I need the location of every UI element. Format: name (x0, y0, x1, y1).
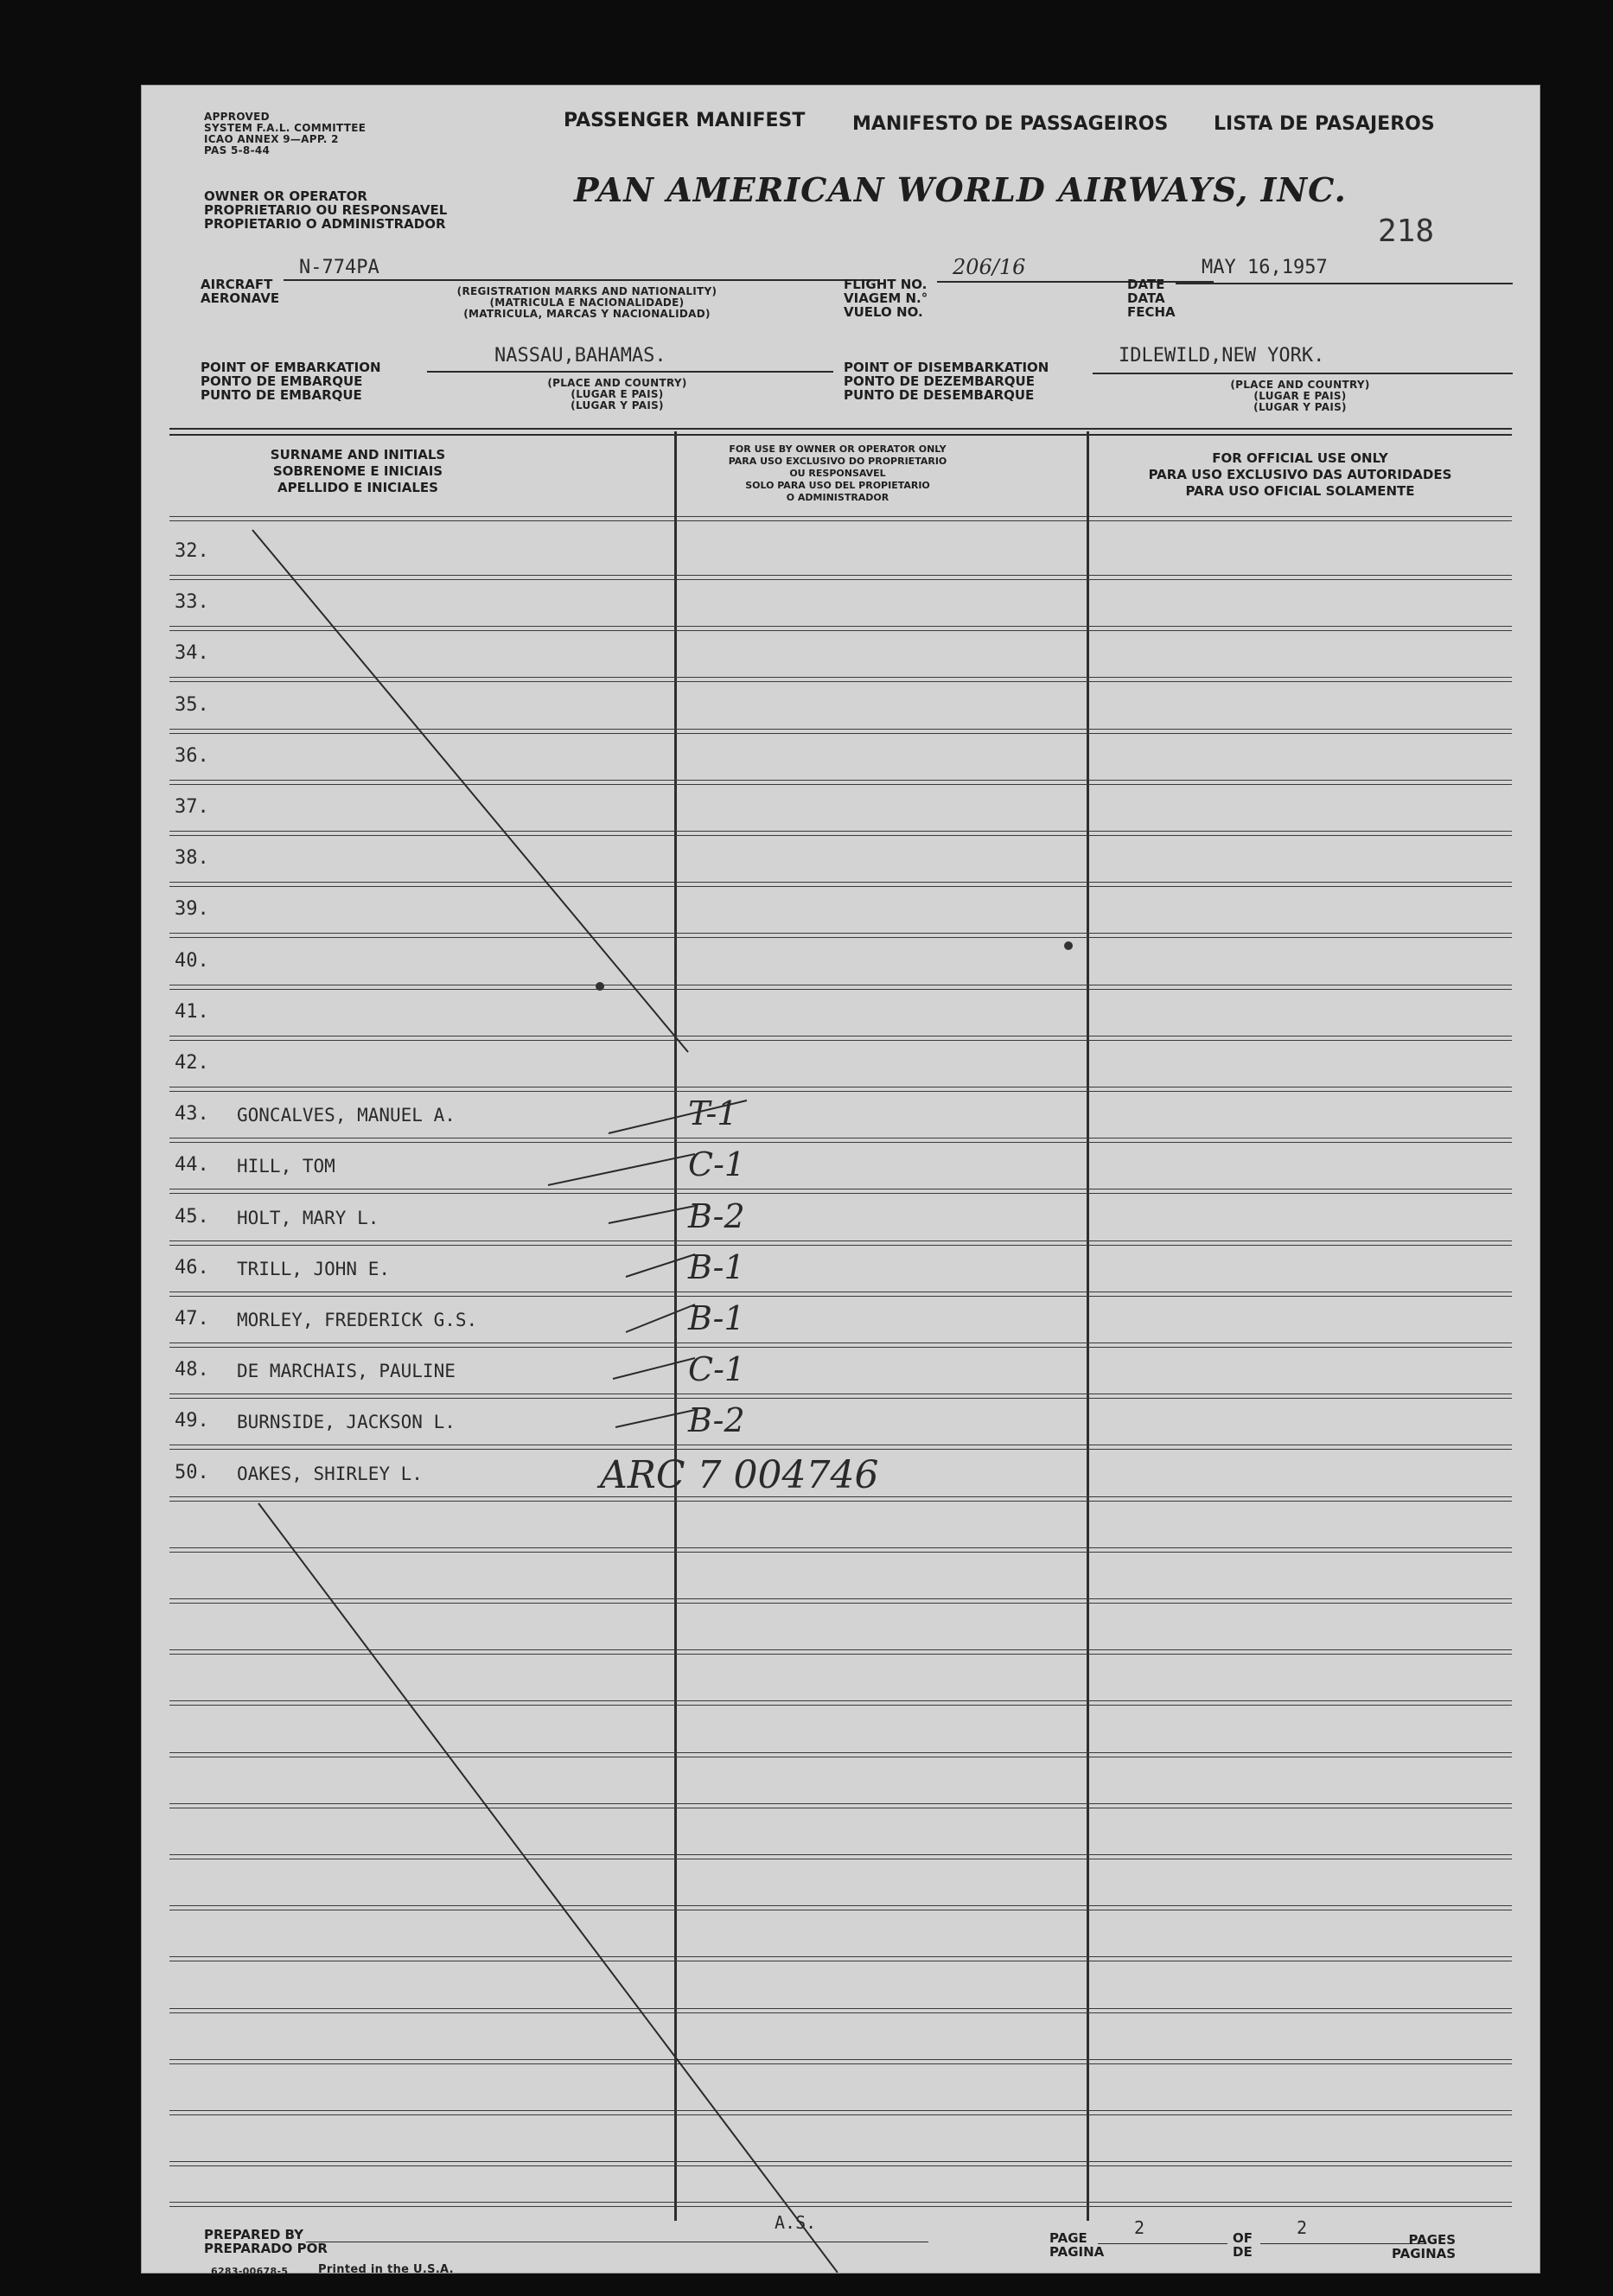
passenger-name: HOLT, MARY L. (237, 1207, 379, 1228)
pages-label-line: PAGINAS (1392, 2246, 1457, 2261)
passenger-name: TRILL, JOHN E. (237, 1258, 391, 1279)
approval-line: APPROVED (204, 111, 270, 123)
page-number-stamp: 218 (1378, 214, 1435, 249)
disembark-sub-line: (LUGAR Y PAIS) (1253, 401, 1347, 413)
row-number: 42. (175, 1052, 209, 1074)
row-number: 47. (175, 1308, 209, 1330)
cancel-stroke-upper (252, 530, 688, 1052)
date-label-line: FECHA (1127, 304, 1176, 320)
check-stroke (609, 1206, 695, 1223)
row-number: 38. (175, 847, 209, 870)
printed-in: Printed in the U.S.A. (318, 2263, 454, 2276)
col-header-line: O ADMINISTRADOR (786, 492, 889, 503)
row-number: 40. (175, 949, 209, 972)
check-stroke (613, 1358, 695, 1379)
embark-label-line: PONTO DE EMBARQUE (201, 373, 363, 389)
aircraft-sub-line: (REGISTRATION MARKS AND NATIONALITY) (456, 285, 717, 297)
page-label-line: PAGE (1049, 2230, 1087, 2246)
embark-label-line: PUNTO DE EMBARQUE (201, 387, 362, 403)
owner-label-line: PROPIETARIO O ADMINISTRADOR (204, 216, 446, 232)
row-number: 46. (175, 1256, 209, 1279)
cancel-strokes (142, 86, 1540, 2276)
class-code: ARC 7 004746 (600, 1452, 879, 1497)
row-number: 41. (175, 1000, 209, 1023)
row-number: 35. (175, 693, 209, 716)
page-label-line: PAGINA (1049, 2244, 1105, 2260)
col-header-line: SOLO PARA USO DEL PROPIETARIO (745, 480, 930, 491)
row-number: 43. (175, 1103, 209, 1126)
row-number: 45. (175, 1205, 209, 1228)
ink-dot (1064, 941, 1073, 950)
prepared-initials: A.S. (775, 2212, 817, 2233)
col-header-line: PARA USO EXCLUSIVO DAS AUTORIDADES (1148, 467, 1452, 482)
passenger-name: MORLEY, FREDERICK G.S. (237, 1310, 478, 1330)
class-code: B-2 (688, 1196, 745, 1235)
embark-sub-line: (LUGAR Y PAIS) (571, 399, 664, 411)
owner-label-line: PROPRIETARIO OU RESPONSAVEL (204, 202, 448, 218)
row-number: 33. (175, 591, 209, 614)
of-label (1233, 2231, 1253, 2259)
row-number: 34. (175, 642, 209, 665)
flight-label-line: VIAGEM N.° (844, 290, 928, 306)
col-header-line: OU RESPONSAVEL (789, 468, 886, 479)
date-value: MAY 16,1957 (1202, 257, 1328, 278)
class-code: B-1 (688, 1247, 745, 1286)
form-number: 6283-00678-5 (211, 2266, 289, 2277)
footer-rule (169, 2202, 1512, 2207)
check-stroke (626, 1254, 695, 1277)
disembark-label-line: POINT OF DISEMBARKATION (844, 360, 1049, 375)
col-header-line: SOBRENOME E INICIAIS (272, 463, 443, 479)
passenger-name: GONCALVES, MANUEL A. (237, 1105, 456, 1126)
col-header-line: SURNAME AND INITIALS (270, 447, 446, 462)
of-label-line: DE (1233, 2244, 1253, 2260)
manifest-sheet (141, 85, 1540, 2277)
flight-label-line: FLIGHT NO. (844, 277, 928, 292)
pages-label (1392, 2233, 1456, 2261)
approval-line: SYSTEM F.A.L. COMMITTEE (204, 122, 367, 134)
passenger-name: BURNSIDE, JACKSON L. (237, 1412, 456, 1433)
row-number: 49. (175, 1410, 209, 1432)
row-number: 44. (175, 1154, 209, 1177)
ink-dot (596, 982, 604, 991)
embark-sub-line: (LUGAR E PAIS) (571, 388, 664, 400)
title-manifesto: MANIFESTO DE PASSAGEIROS (852, 113, 1169, 135)
row-number: 48. (175, 1359, 209, 1381)
cancel-stroke-lower (258, 1503, 838, 2276)
owner-label-line: OWNER OR OPERATOR (204, 188, 367, 204)
aircraft-label-line: AERONAVE (201, 290, 280, 306)
page-value: 2 (1134, 2217, 1145, 2238)
row-number: 39. (175, 898, 209, 921)
title-passenger-manifest: PASSENGER MANIFEST (564, 110, 806, 131)
aircraft-sub-line: (MATRICULA E NACIONALIDADE) (489, 297, 685, 309)
flight-label-line: VUELO NO. (844, 304, 923, 320)
check-stroke (615, 1410, 695, 1427)
date-label-line: DATA (1127, 290, 1165, 306)
approval-line: ICAO ANNEX 9—APP. 2 (204, 133, 339, 145)
row-number: 37. (175, 796, 209, 818)
class-code: C-1 (688, 1350, 746, 1389)
col-header-line: PARA USO OFICIAL SOLAMENTE (1185, 483, 1415, 499)
passenger-name: OAKES, SHIRLEY L. (237, 1463, 423, 1484)
check-stroke (548, 1154, 695, 1185)
embark-value: NASSAU,BAHAMAS. (494, 345, 666, 367)
aircraft-value: N-774PA (299, 257, 379, 278)
disembark-sub-line: (PLACE AND COUNTRY) (1230, 379, 1370, 391)
of-value: 2 (1297, 2217, 1308, 2238)
col-header-line: PARA USO EXCLUSIVO DO PROPRIETARIO (728, 456, 947, 467)
date-label-line: DATE (1127, 277, 1165, 292)
class-code: B-1 (688, 1299, 745, 1337)
col-header-line: FOR OFFICIAL USE ONLY (1212, 450, 1388, 466)
prepared-label-line: PREPARED BY (204, 2227, 303, 2242)
row-number: 36. (175, 744, 209, 767)
row-number: 32. (175, 540, 209, 562)
col-header-line: FOR USE BY OWNER OR OPERATOR ONLY (729, 443, 947, 455)
check-stroke (609, 1100, 747, 1133)
aircraft-sub-line: (MATRICULA, MARCAS Y NACIONALIDAD) (463, 308, 711, 320)
title-lista: LISTA DE PASAJEROS (1214, 113, 1435, 135)
pages-label-line: PAGES (1408, 2232, 1457, 2248)
prepared-label-line: PREPARADO POR (204, 2241, 328, 2256)
row-number: 50. (175, 1461, 209, 1483)
disembark-value: IDLEWILD,NEW YORK. (1119, 345, 1325, 367)
page-underline (1098, 2243, 1227, 2244)
col-header-line: APELLIDO E INICIALES (277, 480, 438, 495)
aircraft-label-line: AIRCRAFT (201, 277, 273, 292)
airline-name: PAN AMERICAN WORLD AIRWAYS, INC. (574, 170, 1347, 209)
embark-label-line: POINT OF EMBARKATION (201, 360, 381, 375)
class-code: T-1 (688, 1094, 738, 1133)
passenger-name: DE MARCHAIS, PAULINE (237, 1361, 456, 1382)
approval-line: PAS 5-8-44 (204, 144, 271, 156)
embark-sub-line: (PLACE AND COUNTRY) (547, 377, 687, 389)
disembark-label-line: PONTO DE DEZEMBARQUE (844, 373, 1035, 389)
flight-value: 206/16 (953, 255, 1026, 279)
of-label-line: OF (1233, 2230, 1253, 2246)
class-code: B-2 (688, 1401, 745, 1440)
disembark-sub-line: (LUGAR E PAIS) (1253, 390, 1347, 402)
check-stroke (626, 1304, 695, 1332)
page-label (1049, 2231, 1104, 2259)
class-code: C-1 (688, 1145, 746, 1184)
passenger-name: HILL, TOM (237, 1156, 335, 1177)
disembark-label-line: PUNTO DE DESEMBARQUE (844, 387, 1035, 403)
